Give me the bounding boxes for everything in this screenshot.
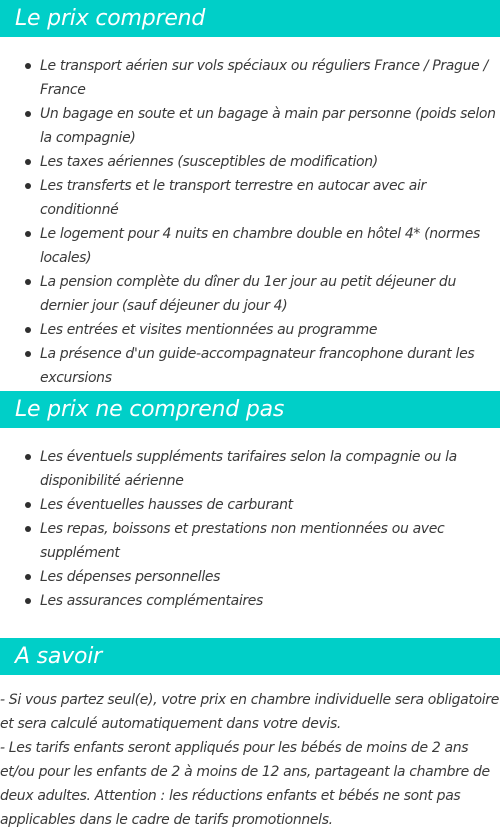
list-item: La pension complète du dîner du 1er jour au petit déjeuner du dernier jour (sauf déjeuner du jour 4) [0, 270, 500, 318]
section-title-excluded: Le prix ne comprend pas [0, 391, 500, 428]
list-item: La présence d'un guide-accompagnateur francophone durant les excursions [0, 342, 500, 390]
list-item: Les dépenses personnelles [0, 565, 500, 589]
list-item: Le logement pour 4 nuits en chambre double en hôtel 4* (normes locales) [0, 222, 500, 270]
good-to-know-paragraph: - Les tarifs enfants seront appliqués pour les bébés de moins de 2 ans et/ou pour les enfants de 2 à moins de 12 ans, partageant la chambre de deux adultes. Attention : les réductions enfants et bébés ne sont pas applicables dans le cadre de tarifs promotionnels. [0, 740, 490, 828]
good-to-know-text [0, 688, 500, 832]
excluded-list [0, 445, 500, 613]
list-item: Les assurances complémentaires [0, 589, 500, 613]
list-item: Les transferts et le transport terrestre en autocar avec air conditionné [0, 174, 500, 222]
list-item: Le transport aérien sur vols spéciaux ou réguliers France / Prague / France [0, 54, 500, 102]
good-to-know-paragraph: - Si vous partez seul(e), votre prix en chambre individuelle sera obligatoire et sera calculé automatiquement dans votre devis. [0, 692, 499, 732]
included-list [0, 54, 500, 390]
list-item: Les éventuelles hausses de carburant [0, 493, 500, 517]
list-item: Les éventuels suppléments tarifaires selon la compagnie ou la disponibilité aérienne [0, 445, 500, 493]
list-item: Un bagage en soute et un bagage à main par personne (poids selon la compagnie) [0, 102, 500, 150]
section-title-good-to-know: A savoir [0, 638, 500, 675]
list-item: Les entrées et visites mentionnées au programme [0, 318, 500, 342]
list-item: Les taxes aériennes (susceptibles de modification) [0, 150, 500, 174]
section-title-included: Le prix comprend [0, 0, 500, 37]
list-item: Les repas, boissons et prestations non mentionnées ou avec supplément [0, 517, 500, 565]
